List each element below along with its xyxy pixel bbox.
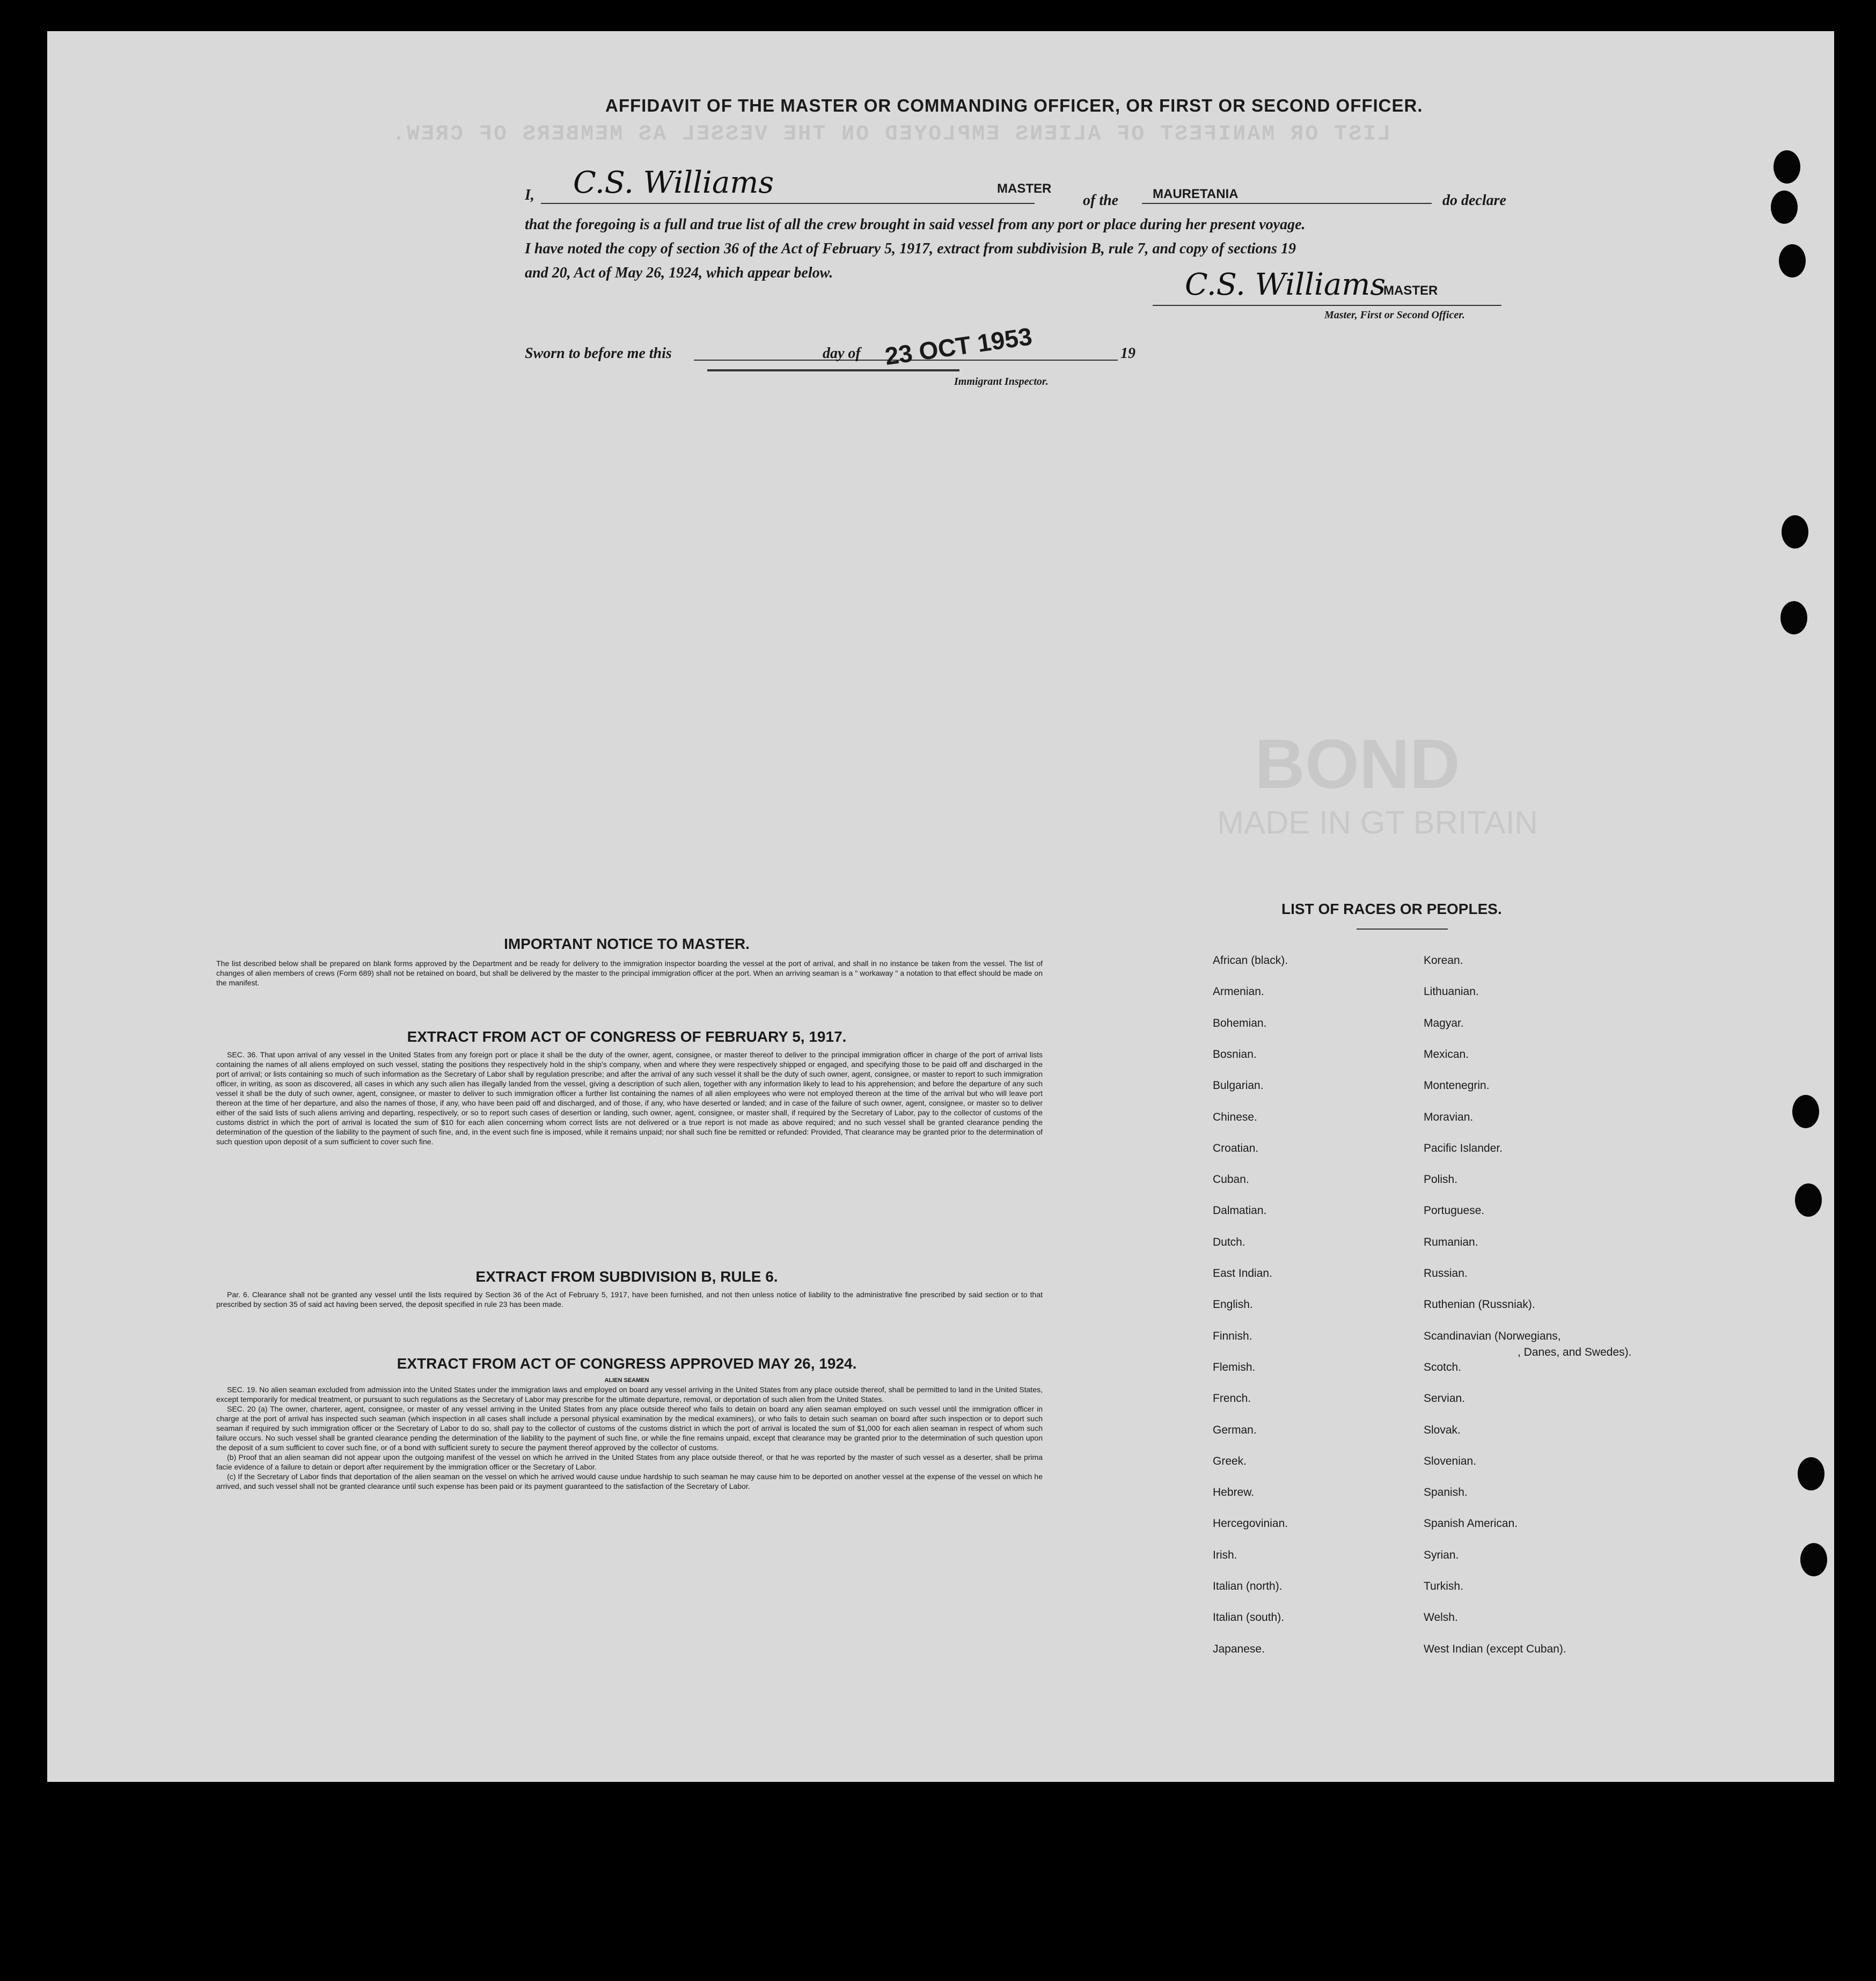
race-item: Cuban. — [1213, 1173, 1249, 1186]
inspector-caption: Immigrant Inspector. — [954, 376, 1049, 388]
race-scandinavian-continued: , Danes, and Swedes). — [1518, 1346, 1632, 1358]
race-item: English. — [1213, 1298, 1253, 1311]
watermark-made-in: MADE IN GT BRITAIN — [1217, 805, 1538, 840]
race-item: Turkish. — [1424, 1580, 1463, 1592]
affidavit-line4: and 20, Act of May 26, 1924, which appear below. — [525, 265, 833, 281]
binder-hole — [1782, 515, 1808, 549]
race-item: Rumanian. — [1424, 1236, 1478, 1248]
background-heading: LIST OR MANIFEST OF ALIENS EMPLOYED ON THE VESSEL AS MEMBERS OF CREW. — [391, 122, 1391, 147]
race-item: Magyar. — [1424, 1017, 1464, 1029]
binder-hole — [1792, 1095, 1819, 1128]
race-item: Flemish. — [1213, 1361, 1256, 1373]
race-item: Montenegrin. — [1424, 1079, 1490, 1092]
race-item: Lithuanian. — [1424, 985, 1479, 998]
officer-signature: C.S. Williams — [1185, 267, 1386, 302]
extract-1924-title: EXTRACT FROM ACT OF CONGRESS APPROVED MAY 26, 1924. — [397, 1355, 857, 1372]
race-item: African (black). — [1213, 954, 1288, 967]
officer-caption: Master, First or Second Officer. — [1324, 309, 1465, 321]
race-item: Scotch. — [1424, 1361, 1462, 1373]
races-title-rule — [1357, 929, 1448, 930]
race-item: Slovak. — [1424, 1423, 1461, 1436]
race-item: Scandinavian (Norwegians, — [1424, 1329, 1561, 1342]
sec19-text: SEC. 19. No alien seaman excluded from admission into the United States under the immigration laws and employed on board any vessel arriving in the United States from any place outside thereof, shall be permitted to land in the United States, except temporarily for medical treatment, or pursuant to such regulations as the Secretary of Labor may prescribe for the ultimate departure, removal, or deportation of such alien from the United States. — [216, 1385, 1043, 1403]
race-item: Irish. — [1213, 1548, 1237, 1561]
races-title: LIST OF RACES OR PEOPLES. — [1281, 901, 1502, 917]
race-item: Korean. — [1424, 954, 1463, 967]
affidavit-line2: that the foregoing is a full and true list of all the crew brought in said vessel from any port or place during her present voyage. — [525, 216, 1306, 233]
race-item: Dutch. — [1213, 1236, 1245, 1248]
race-item: Spanish American. — [1424, 1517, 1518, 1530]
race-item: Portuguese. — [1424, 1204, 1485, 1217]
race-item: West Indian (except Cuban). — [1424, 1642, 1566, 1655]
race-item: Welsh. — [1424, 1611, 1458, 1624]
race-item: Hebrew. — [1213, 1486, 1255, 1499]
race-item: Syrian. — [1424, 1548, 1459, 1561]
race-item: Bosnian. — [1213, 1048, 1257, 1061]
binder-hole — [1798, 1457, 1824, 1490]
race-item: Armenian. — [1213, 985, 1264, 998]
master-signature-name: C.S. Williams — [573, 165, 774, 200]
date-stamp: 23 OCT 1953 — [883, 322, 1034, 370]
rank-stamp: MASTER — [997, 181, 1052, 196]
line1-prefix: I, — [525, 187, 534, 203]
race-item: Spanish. — [1424, 1486, 1468, 1499]
document-sheet — [47, 31, 1834, 1782]
extract-1924-body — [216, 1385, 1043, 1491]
race-item: Bohemian. — [1213, 1017, 1267, 1029]
year-prefix: 19 — [1120, 345, 1135, 362]
race-item: Moravian. — [1424, 1110, 1474, 1123]
race-item: Bulgarian. — [1213, 1079, 1264, 1092]
extract-1917-body: SEC. 36. That upon arrival of any vessel in the United States from any foreign port or place it shall be the duty of the owner, agent, consignee, or master thereof to deliver to the principal immigration officer in charge of the port of arrival lists containing the names of all aliens employed on such vessel, stating the positions they respectively hold in the ship's company, when and where they were respectively shipped or engaged, and specifying those to be paid off and discharged in the port of arrival; or lists containing so much of such information as the Secretary of Labor shall by regulation prescribe; and after the arrival of any such vessel it shall be the duty of such owner, agent, consignee, or master to report to such immigration officer, in writing, as soon as discovered, all cases in which any such alien has illegally landed from the vessel, giving a description of such alien, together with any information likely to lead to his apprehension; and before the departure of any such vessel it shall be the duty of such owner, agent, consignee, or master to deliver to such immigration officer a further list containing the names of all alien employees who were not employed thereon at the time of the arrival but who will leave port thereon at the time of her departure, and also the names of those, if any, who have been paid off and discharged, and of those, if any, who have deserted or landed; and in case of the failure of such owner, agent, consignee, or master so to deliver either of the said lists of such aliens arriving and departing, respectively, or so to report such cases of desertion or landing, such owner, agent, consignee, or master shall, if required by the Secretary of Labor, pay to the collector of customs of the customs district in which the port of arrival is located the sum of $10 for each alien concerning whom correct lists are not delivered or a true report is not made as above required; and no such vessel shall be granted clearance pending the determination of the question of the liability to the payment of such fine, and, in the event such fine is imposed, while it remains unpaid; nor shall such fine be remitted or refunded: Provided, That clearance may be granted prior to the determination of such question upon deposit of a sum sufficient to cover such fine. — [216, 1050, 1043, 1146]
affidavit-title: AFFIDAVIT OF THE MASTER OR COMMANDING OFFICER, OR FIRST OR SECOND OFFICER. — [605, 96, 1423, 115]
binder-hole — [1795, 1183, 1822, 1217]
race-item: Croatian. — [1213, 1142, 1259, 1154]
extract-1917-title: EXTRACT FROM ACT OF CONGRESS OF FEBRUARY 5, 1917. — [407, 1028, 847, 1045]
rank-stamp-2: MASTER — [1383, 283, 1438, 298]
binder-hole — [1800, 1543, 1827, 1576]
race-item: Ruthenian (Russniak). — [1424, 1298, 1535, 1311]
race-item: Russian. — [1424, 1267, 1468, 1280]
race-item: Italian (north). — [1213, 1580, 1283, 1592]
notice-body: The list described below shall be prepared on blank forms approved by the Department and be ready for delivery to the immigration inspector boarding the vessel at the port of arrival, and shall in no instance be taken from the vessel. The list of changes of alien members of crews (Form 689) shall not be retained on board, but shall be delivered by the master to the principal immigration officer at the port. When an arriving seaman is a " workaway " a notation to that effect should be made on the manifest. — [216, 959, 1043, 987]
master-name-line — [541, 203, 1035, 204]
race-item: Finnish. — [1213, 1329, 1252, 1342]
watermark-bond: BOND — [1255, 725, 1460, 803]
do-declare-label: do declare — [1442, 192, 1506, 209]
race-item: French. — [1213, 1392, 1251, 1405]
race-item: Chinese. — [1213, 1110, 1257, 1123]
notice-title: IMPORTANT NOTICE TO MASTER. — [504, 935, 750, 952]
race-item: Servian. — [1424, 1392, 1465, 1405]
binder-hole — [1771, 191, 1798, 224]
sworn-prefix: Sworn to before me this — [525, 345, 672, 362]
race-item: Mexican. — [1424, 1048, 1469, 1061]
sec20c-text: (c) If the Secretary of Labor finds that deportation of the alien seaman on the vessel on which he arrived would cause undue hardship to such seaman he may cause him to be deported on another vessel at the expense of the vessel on which he arrived, and such vessel shall not be granted clearance until such expense has been paid or its payment guaranteed to the satisfaction of the Secretary of Labor. — [216, 1472, 1043, 1490]
vessel-line — [1142, 203, 1432, 204]
of-the-label: of the — [1083, 192, 1119, 209]
vessel-name: MAURETANIA — [1153, 187, 1239, 201]
inspector-line — [707, 369, 959, 371]
race-item: Dalmatian. — [1213, 1204, 1267, 1217]
sec20a-text: SEC. 20 (a) The owner, charterer, agent, consignee, or master of any vessel arriving in the United States from any place outside thereof who fails to detain on board any alien seaman employed on such vessel until the immigration officer in charge at the port of arrival has inspected such seaman (which inspection in all cases shall include a personal physical examination by the medical examiners), or who fails to detain such seaman on board after such inspection or to deport such seaman if required by such immigration officer or the Secretary of Labor to do so, shall pay to the collector of customs of the customs district in which the port of arrival is located the sum of $1,000 for each alien seaman in respect of whom such failure occurs. No such vessel shall be granted clearance pending the determination of the liability to the payment of such fine, or while the fine remains unpaid, except that clearance may be granted prior to the determination of such question upon the deposit of a sum sufficient to cover such fine, or of a bond with sufficient surety to secure the payment thereof approved by the collector of customs. — [216, 1405, 1043, 1452]
day-of-label: day of — [823, 345, 861, 362]
binder-hole — [1774, 150, 1800, 184]
extract-1924-subtitle: ALIEN SEAMEN — [604, 1377, 649, 1384]
race-item: Italian (south). — [1213, 1611, 1285, 1624]
race-item: East Indian. — [1213, 1267, 1272, 1280]
officer-signature-line — [1153, 305, 1501, 306]
affidavit-line3: I have noted the copy of section 36 of the Act of February 5, 1917, extract from subdivision B, rule 7, and copy of sections 19 — [525, 240, 1296, 257]
race-item: Greek. — [1213, 1454, 1247, 1467]
race-item: German. — [1213, 1423, 1257, 1436]
binder-hole — [1780, 601, 1807, 634]
extract-rule6-body: Par. 6. Clearance shall not be granted any vessel until the lists required by Section 36 of the Act of February 5, 1917, have been furnished, and not then unless notice of liability to the administrative fine prescribed by said section or to that prescribed by section 35 of said act having been served, the deposit specified in rule 23 has been made. — [216, 1290, 1043, 1309]
extract-rule6-title: EXTRACT FROM SUBDIVISION B, RULE 6. — [475, 1268, 778, 1285]
race-item: Polish. — [1424, 1173, 1458, 1186]
race-item: Hercegovinian. — [1213, 1517, 1288, 1530]
sec20b-text: (b) Proof that an alien seaman did not appear upon the outgoing manifest of the vessel on which he arrived in the United States from any place outside thereof, or that he was reported by the master of such vessel as a deserter, shall be prima facie evidence of a failure to detain or deport after requirement by the immigration officer or the Secretary of Labor. — [216, 1453, 1043, 1471]
race-item: Pacific Islander. — [1424, 1142, 1503, 1154]
race-item: Slovenian. — [1424, 1454, 1477, 1467]
binder-hole — [1779, 244, 1806, 277]
race-item: Japanese. — [1213, 1642, 1265, 1655]
